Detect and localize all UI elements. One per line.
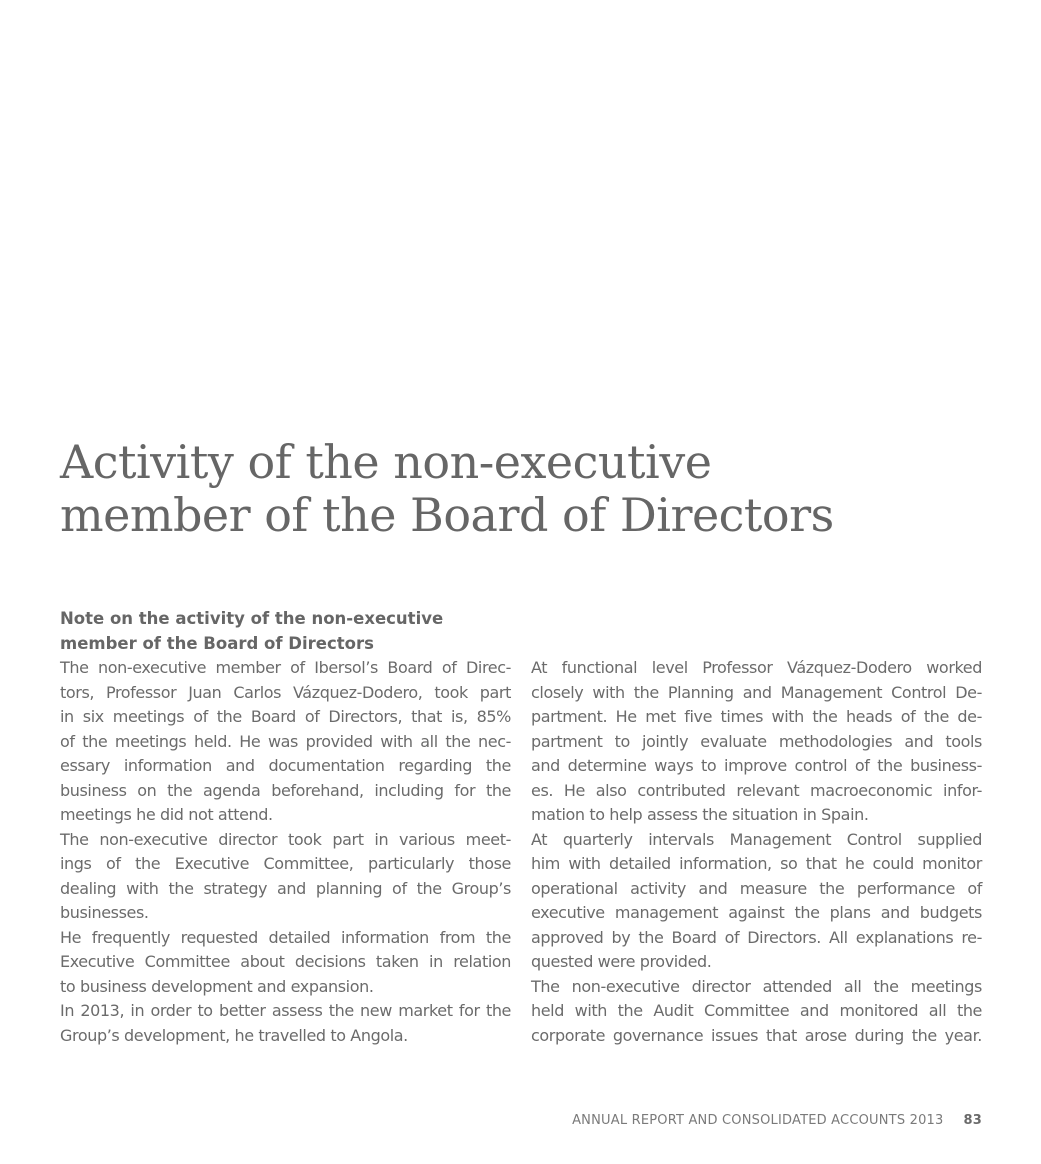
text-line: executive management against the plans and budgets xyxy=(531,903,982,922)
text-line: businesses. xyxy=(60,903,149,922)
text-line: quested were provided. xyxy=(531,952,712,971)
text-line: held with the Audit Committee and monitored all the xyxy=(531,1001,982,1020)
left-column xyxy=(60,656,511,1048)
text-line: closely with the Planning and Management Control De- xyxy=(531,682,982,702)
text-line: tors, Professor Juan Carlos Vázquez-Dodero, took part xyxy=(60,682,511,702)
text-line: partment to jointly evaluate methodologies and tools xyxy=(531,731,982,751)
text-line: The non-executive member of Ibersol’s Board of Direc- xyxy=(60,658,511,677)
text-line: of the meetings held. He was provided with all the nec- xyxy=(60,731,511,751)
text-line: In 2013, in order to better assess the new market for the xyxy=(60,1001,511,1020)
text-line: dealing with the strategy and planning of the Group’s xyxy=(60,878,511,898)
text-line: The non-executive director took part in various meet- xyxy=(60,829,511,849)
text-line: es. He also contributed relevant macroeconomic infor- xyxy=(531,780,982,800)
text-line: At functional level Professor Vázquez-Dodero worked xyxy=(531,658,982,677)
text-line: The non-executive director attended all the meetings xyxy=(531,976,982,996)
text-line: business on the agenda beforehand, including for the xyxy=(60,780,511,800)
text-line: Group’s development, he travelled to Angola. xyxy=(60,1025,408,1045)
page-title xyxy=(60,436,1000,542)
title-line: Activity of the non-executive xyxy=(60,435,712,489)
text-line: and determine ways to improve control of the business- xyxy=(531,756,982,775)
text-line: He frequently requested detailed information from the xyxy=(60,927,511,947)
section-heading-line: member of the Board of Directors xyxy=(60,633,374,653)
paragraph xyxy=(531,656,982,828)
report-label: ANNUAL REPORT AND CONSOLIDATED ACCOUNTS 2013 xyxy=(572,1113,944,1128)
section-heading xyxy=(60,607,520,656)
right-column xyxy=(531,656,982,1048)
text-line: to business development and expansion. xyxy=(60,976,374,996)
paragraph xyxy=(531,975,982,1049)
page-number: 83 xyxy=(963,1113,982,1128)
text-line: partment. He met five times with the heads of the de- xyxy=(531,707,982,726)
text-line: meetings he did not attend. xyxy=(60,805,273,824)
text-line: him with detailed information, so that he could monitor xyxy=(531,854,982,873)
paragraph xyxy=(60,999,511,1048)
paragraph xyxy=(60,656,511,828)
text-line: ings of the Executive Committee, particularly those xyxy=(60,854,511,873)
text-line: At quarterly intervals Management Control supplied xyxy=(531,829,982,849)
paragraph xyxy=(531,828,982,975)
text-line: in six meetings of the Board of Directors, that is, 85% xyxy=(60,707,511,726)
text-line: operational activity and measure the performance of xyxy=(531,878,982,898)
text-line: Executive Committee about decisions taken in relation xyxy=(60,952,511,971)
text-line: corporate governance issues that arose during the year. xyxy=(531,1025,982,1045)
title-line: member of the Board of Directors xyxy=(60,488,834,542)
page-footer xyxy=(572,1112,982,1130)
section-heading-line: Note on the activity of the non-executive xyxy=(60,609,444,628)
text-line: essary information and documentation regarding the xyxy=(60,756,511,775)
paragraph xyxy=(60,828,511,926)
text-line: mation to help assess the situation in Spain. xyxy=(531,805,869,824)
text-line: approved by the Board of Directors. All explanations re- xyxy=(531,927,982,947)
paragraph xyxy=(60,926,511,1000)
